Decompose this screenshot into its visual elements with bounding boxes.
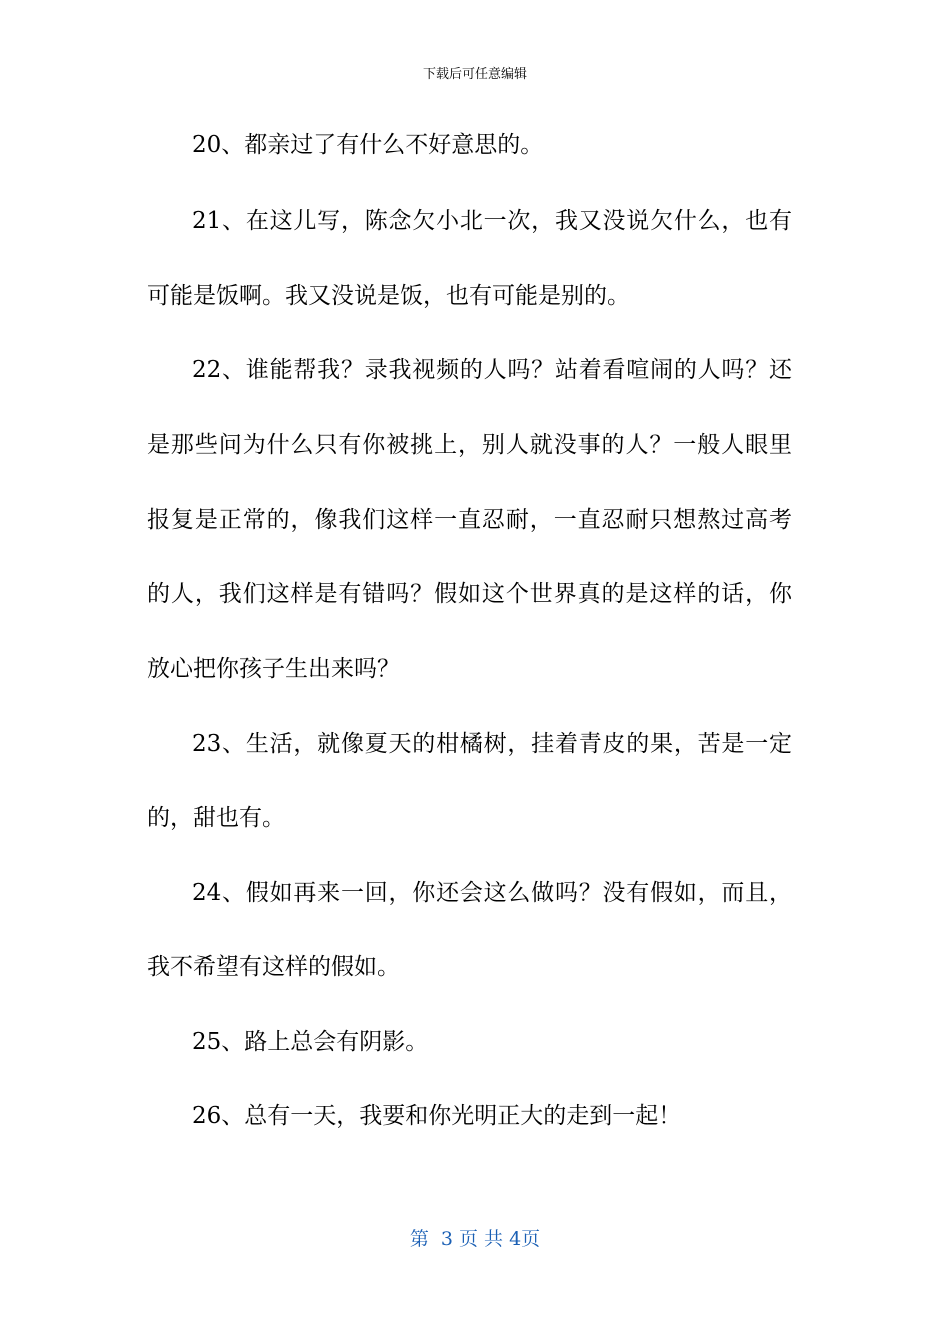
paragraph-21-line-1: 21、在这儿写，陈念欠小北一次，我又没说欠什么，也有 bbox=[192, 208, 792, 234]
paragraph-22-line-2: 是那些问为什么只有你被挑上，别人就没事的人？一般人眼里 bbox=[147, 432, 792, 458]
paragraph-22-line-5: 放心把你孩子生出来吗？ bbox=[147, 656, 400, 682]
paragraph-24-line-1: 24、假如再来一回，你还会这么做吗？没有假如，而且， bbox=[192, 880, 792, 906]
paragraph-20-line-1: 20、都亲过了有什么不好意思的。 bbox=[192, 132, 544, 158]
page-number-footer: 第 3 页 共 4页 bbox=[409, 1228, 541, 1250]
paragraph-25-line-1: 25、路上总会有阴影。 bbox=[192, 1029, 429, 1055]
paragraph-22-line-4: 的人，我们这样是有错吗？假如这个世界真的是这样的话，你 bbox=[147, 581, 792, 607]
paragraph-22-line-3: 报复是正常的，像我们这样一直忍耐，一直忍耐只想熬过高考 bbox=[147, 507, 792, 533]
page-header: 下载后可任意编辑 bbox=[422, 67, 527, 82]
paragraph-24-line-2: 我不希望有这样的假如。 bbox=[147, 954, 400, 980]
paragraph-26-line-1: 26、总有一天，我要和你光明正大的走到一起！ bbox=[192, 1103, 682, 1129]
paragraph-21-line-2: 可能是饭啊。我又没说是饭，也有可能是别的。 bbox=[147, 283, 630, 309]
paragraph-23-line-1: 23、生活，就像夏天的柑橘树，挂着青皮的果，苦是一定 bbox=[192, 731, 792, 757]
paragraph-22-line-1: 22、谁能帮我？录我视频的人吗？站着看喧闹的人吗？还 bbox=[192, 357, 792, 383]
paragraph-23-line-2: 的，甜也有。 bbox=[147, 805, 285, 831]
